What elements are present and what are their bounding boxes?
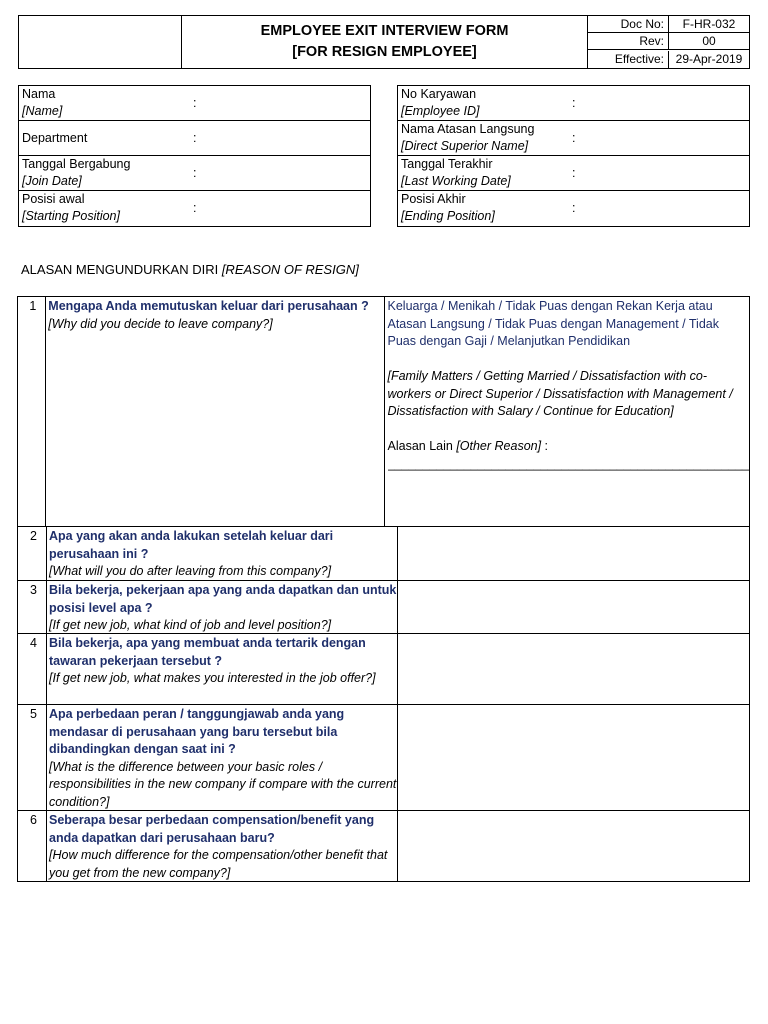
- field-label: Posisi awal: [22, 192, 85, 206]
- answer-cell[interactable]: [398, 581, 749, 633]
- field-label-en: [Employee ID]: [401, 104, 480, 118]
- field-label-en: [Last Working Date]: [401, 174, 511, 188]
- other-reason-line[interactable]: ____________________________________________________: [387, 456, 749, 471]
- question-number: 3: [18, 581, 47, 633]
- question-row-5: [18, 705, 749, 811]
- question-number: 2: [18, 527, 47, 580]
- field-label-en: [Direct Superior Name]: [401, 139, 529, 153]
- question-text-en: [Why did you decide to leave company?]: [48, 316, 273, 331]
- section-heading: [21, 262, 359, 277]
- other-reason-label-en: [Other Reason]: [456, 439, 542, 453]
- answer-cell[interactable]: [398, 634, 749, 704]
- question-text: Bila bekerja, pekerjaan apa yang anda dapatkan dan untuk posisi level apa ?: [49, 583, 397, 615]
- reason-options-en: [Family Matters / Getting Married / Dissatisfaction with co-workers or Direct Superior / Dissatisfaction with Management / Dissatisfaction with Salary / Continue for Education]: [387, 369, 733, 418]
- field-label-en: [Join Date]: [22, 174, 82, 188]
- other-reason: [388, 438, 750, 456]
- question-text: Seberapa besar perbedaan compensation/benefit yang anda dapatkan dari perusahaan baru?: [49, 813, 375, 845]
- field-label: Tanggal Terakhir: [401, 157, 493, 171]
- field-label-en: [Starting Position]: [22, 209, 120, 223]
- question-text: Bila bekerja, apa yang membuat anda tertarik dengan tawaran pekerjaan tersebut ?: [49, 636, 366, 668]
- effective-value: 29-Apr-2019: [675, 51, 743, 66]
- question-text-en: [If get new job, what makes you interested in the job offer?]: [49, 671, 376, 685]
- question-number: 4: [18, 634, 47, 704]
- field-label-en: [Ending Position]: [401, 209, 495, 223]
- question-number: 5: [18, 705, 47, 810]
- colon: :: [572, 166, 576, 180]
- info-row-department[interactable]: [19, 121, 370, 156]
- info-row-direct-superior[interactable]: [398, 121, 749, 156]
- answer-cell[interactable]: [398, 705, 749, 810]
- form-subtitle: [FOR RESIGN EMPLOYEE]: [292, 44, 477, 60]
- doc-meta: [587, 15, 750, 69]
- reason-options: Keluarga / Menikah / Tidak Puas dengan Rekan Kerja atau Atasan Langsung / Tidak Puas dengan Management / Tidak Puas dengan Gaji / Melanjutkan Pendidikan: [387, 299, 719, 348]
- colon: :: [572, 131, 576, 145]
- question-row-2: [18, 527, 749, 581]
- question-text-en: [If get new job, what kind of job and level position?]: [49, 618, 332, 632]
- info-row-join-date[interactable]: [19, 156, 370, 191]
- answer-cell[interactable]: [398, 527, 749, 580]
- answer-cell[interactable]: [385, 297, 750, 526]
- colon: :: [193, 201, 197, 215]
- colon: :: [572, 96, 576, 110]
- questions-table: [17, 296, 750, 882]
- question-text: Apa yang akan anda lakukan setelah keluar dari perusahaan ini ?: [49, 529, 334, 561]
- section-label-en: [REASON OF RESIGN]: [221, 262, 359, 277]
- info-row-employee-id[interactable]: [398, 86, 749, 121]
- doc-no-value: F-HR-032: [669, 16, 749, 33]
- logo-box: [18, 15, 182, 69]
- question-row-3: [18, 581, 749, 634]
- question-text: Mengapa Anda memutuskan keluar dari perusahaan ?: [48, 299, 369, 313]
- employee-info-left: [18, 85, 371, 227]
- colon: :: [193, 166, 197, 180]
- info-row-ending-position[interactable]: [398, 191, 749, 226]
- title-box: [181, 15, 588, 69]
- answer-cell[interactable]: [398, 811, 749, 881]
- field-label: Department: [22, 131, 88, 145]
- field-label: Nama: [22, 87, 56, 101]
- field-label: Nama Atasan Langsung: [401, 122, 535, 136]
- question-text-en: [What is the difference between your basic roles / responsibilities in the new company if compare with the current condition?]: [49, 759, 397, 809]
- other-reason-label: Alasan Lain: [387, 439, 457, 453]
- colon: :: [193, 96, 197, 110]
- rev-value: 00: [669, 33, 749, 50]
- field-label: No Karyawan: [401, 87, 477, 101]
- field-label-en: [Name]: [22, 104, 63, 118]
- question-text-en: [What will you do after leaving from this company?]: [49, 564, 332, 578]
- question-text-en: [How much difference for the compensation/other benefit that you get from the new company?]: [49, 848, 388, 880]
- field-label: Tanggal Bergabung: [22, 157, 131, 171]
- info-row-name[interactable]: [19, 86, 370, 121]
- info-row-starting-position[interactable]: [19, 191, 370, 226]
- section-label: ALASAN MENGUNDURKAN DIRI: [21, 262, 222, 277]
- employee-info-right: [397, 85, 750, 227]
- info-row-last-working-date[interactable]: [398, 156, 749, 191]
- effective-label: Effective:: [588, 51, 669, 68]
- question-row-6: [18, 811, 749, 881]
- doc-no-label: Doc No:: [588, 16, 669, 33]
- form-title: EMPLOYEE EXIT INTERVIEW FORM: [260, 23, 509, 39]
- colon: :: [193, 131, 197, 145]
- colon: :: [541, 439, 549, 453]
- question-text: Apa perbedaan peran / tanggungjawab anda yang mendasar di perusahaan yang baru tersebut bila dibandingkan dengan saat ini ?: [49, 707, 345, 756]
- question-number: 6: [18, 811, 47, 881]
- colon: :: [572, 201, 576, 215]
- rev-label: Rev:: [588, 33, 669, 50]
- question-number: 1: [18, 297, 46, 526]
- field-label: Posisi Akhir: [401, 192, 466, 206]
- question-row-4: [18, 634, 749, 705]
- question-row-1: [18, 297, 749, 527]
